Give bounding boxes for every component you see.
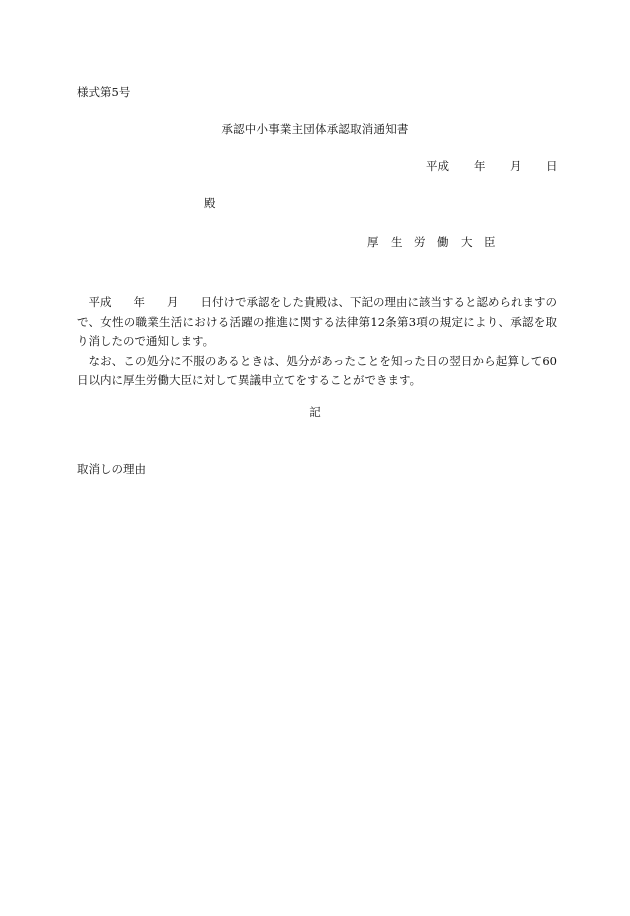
body-text bbox=[77, 293, 557, 391]
sender-char: 厚 bbox=[367, 235, 379, 249]
sender-char: 労 bbox=[414, 235, 426, 249]
paragraph-month: 月 bbox=[167, 295, 179, 309]
date-month: 月 bbox=[510, 159, 522, 173]
sender-char: 大 bbox=[461, 235, 473, 249]
document-title: 承認中小事業主団体承認取消通知書 bbox=[221, 122, 409, 136]
ki-heading: 記 bbox=[309, 405, 321, 419]
sender-char: 生 bbox=[391, 235, 403, 249]
paragraph-notice-text: 日付けで承認をした貴殿は、下記の理由に該当すると認められますので、女性の職業生活における活躍の推進に関する法律第12条第3項の規定により、承認を取り消したので通知します。 bbox=[77, 295, 557, 348]
sender-char: 働 bbox=[437, 235, 449, 249]
paragraph-era: 平成 bbox=[88, 295, 112, 309]
paragraph-appeal: なお、この処分に不服のあるときは、処分があったことを知った日の翌日から起算して60日以内に厚生労働大臣に対して異議申立てをすることができます。 bbox=[77, 353, 557, 387]
addressee-suffix: 殿 bbox=[204, 196, 216, 210]
paragraph-year: 年 bbox=[133, 295, 145, 309]
date-day: 日 bbox=[546, 159, 558, 173]
form-number: 様式第5号 bbox=[77, 85, 131, 99]
date-era: 平成 bbox=[426, 159, 449, 173]
sender-char: 臣 bbox=[484, 235, 496, 249]
reason-label: 取消しの理由 bbox=[77, 462, 146, 476]
paragraph-notice bbox=[77, 293, 557, 352]
date-year: 年 bbox=[474, 159, 486, 173]
